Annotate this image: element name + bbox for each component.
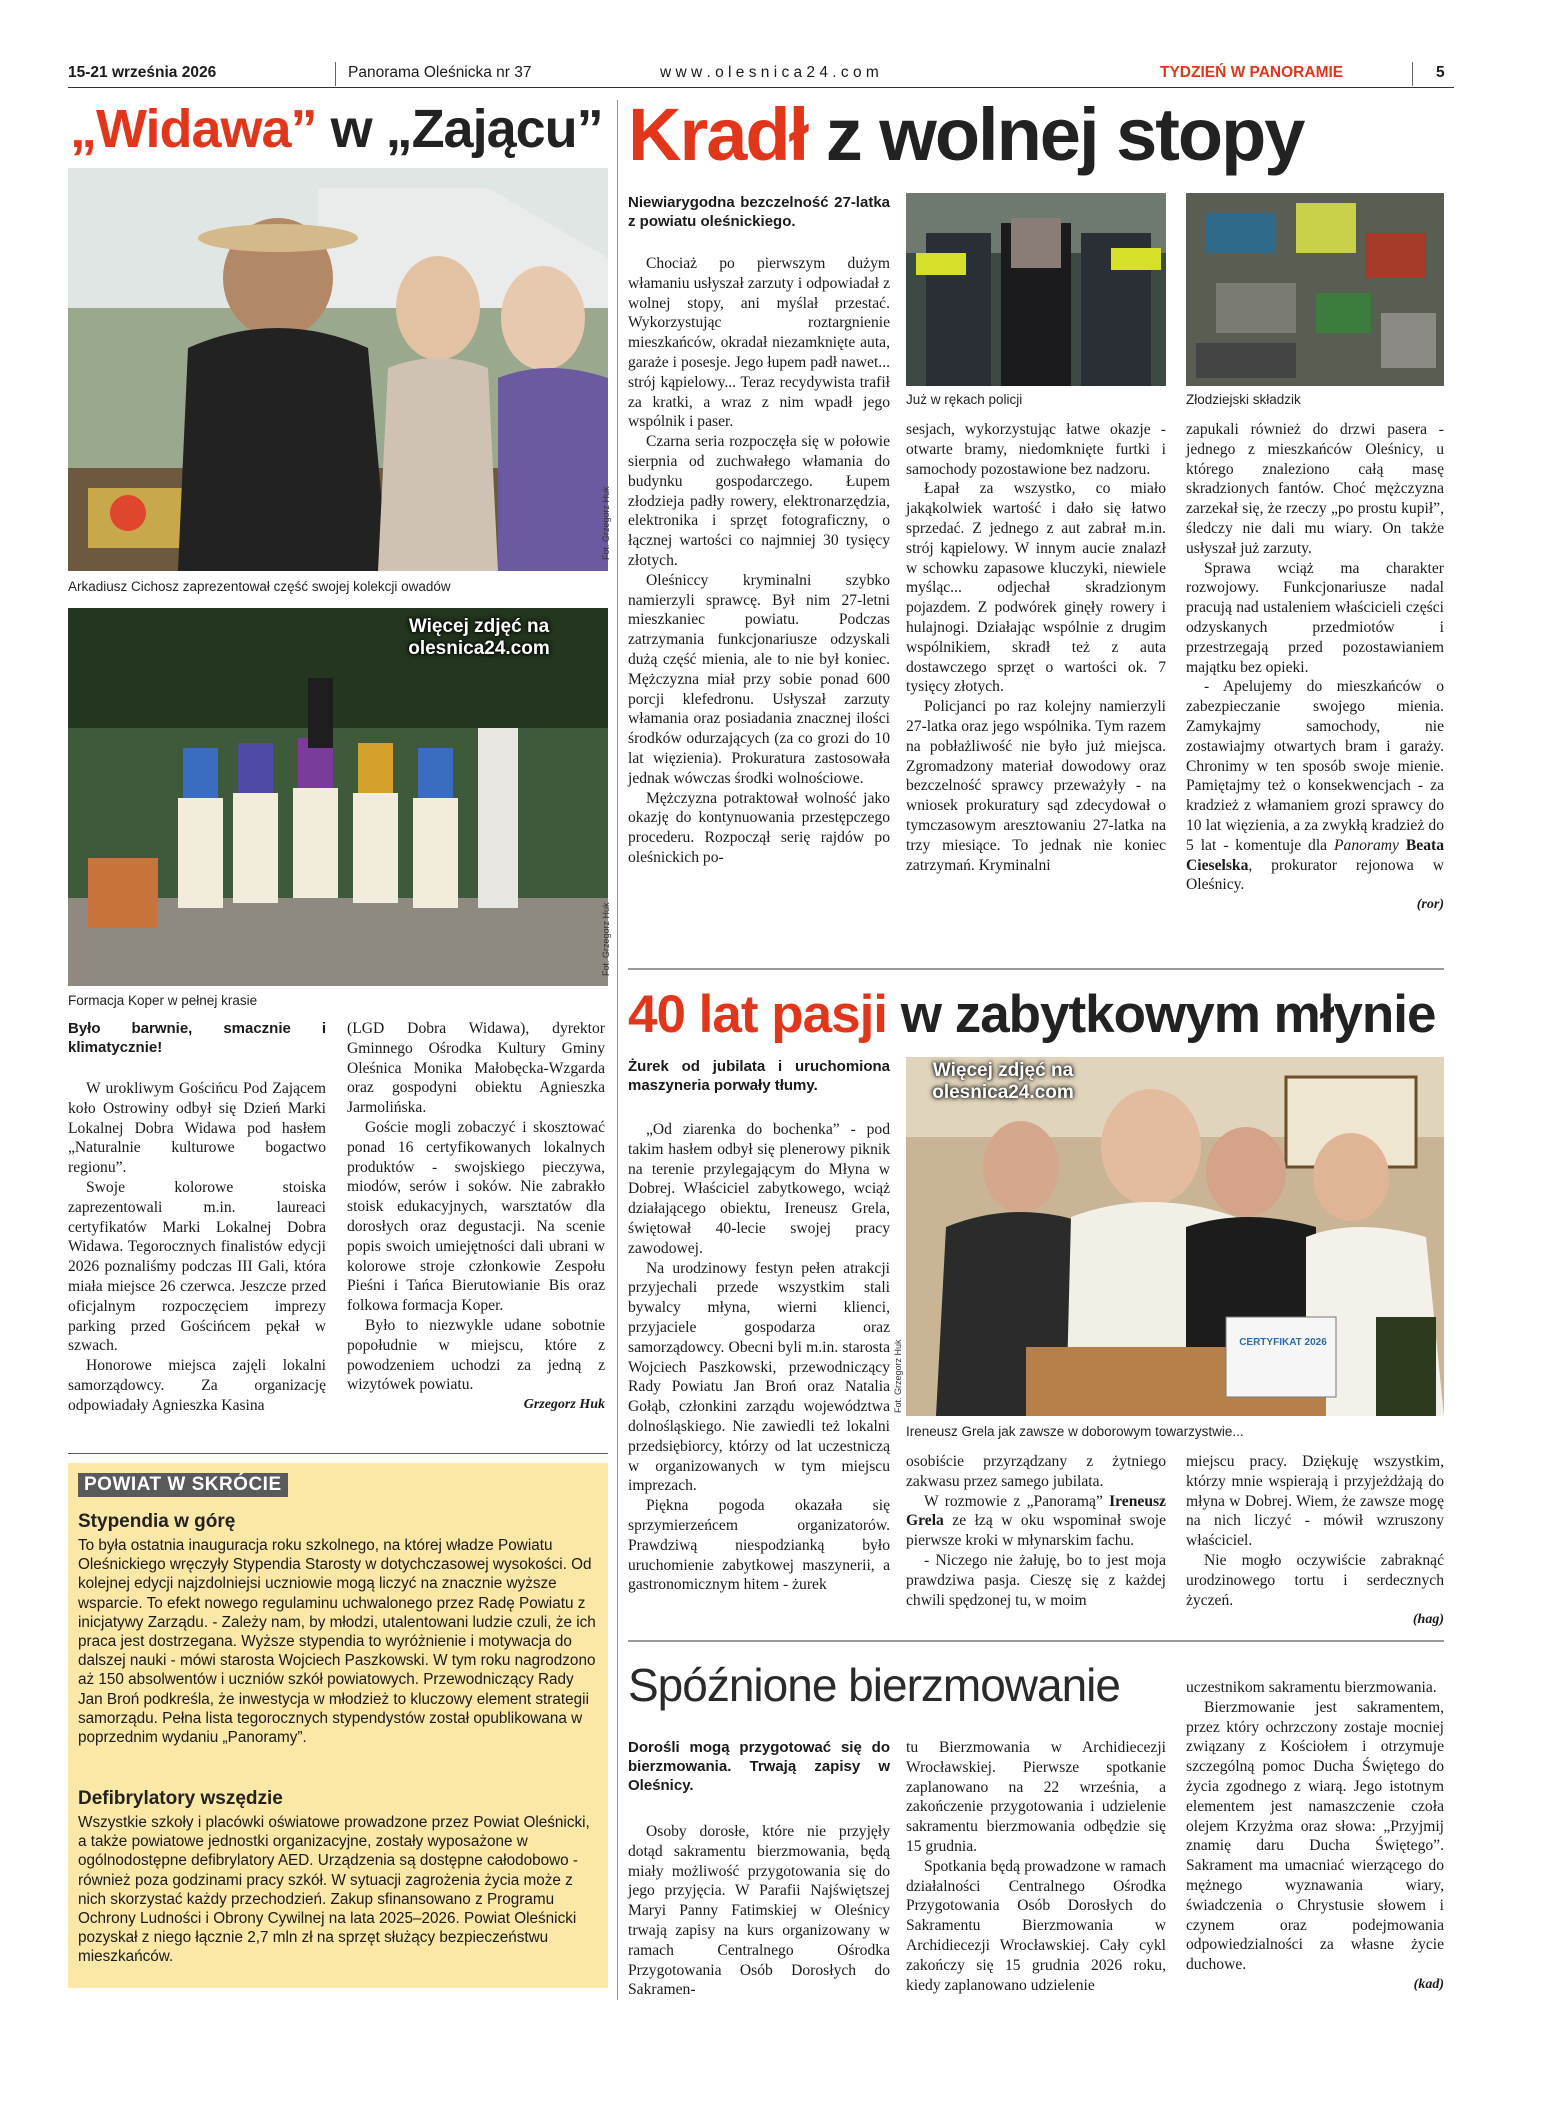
widawa-photo2-caption: Formacja Koper w pełnej krasie: [68, 993, 258, 1008]
powiat-box-title: POWIAT W SKRÓCIE: [78, 1473, 288, 1497]
widawa-lead: Było barwnie, smacznie i klimatycznie!: [68, 1020, 326, 1056]
stolen-goods-photo: [1186, 193, 1444, 386]
powiat-item2-title: Defibrylatory wszędzie: [78, 1788, 283, 1809]
powiat-box: [68, 1463, 608, 1988]
mlyn-lead: Żurek od jubilata i uruchomiona maszyneria porwały tłumy.: [628, 1058, 890, 1094]
bierzmowanie-col1: Osoby dorosłe, które nie przyjęły dotąd sakramentu bierzmowania, będą miały możliwość przygotowania się do jego przyjęcia. W Parafii Najświętszej Maryi Panny Fatimskiej w Oleśnicy trwają zapisy na kurs organizowany w ramach Centralnego Ośrodka Przygotowania Osób Dorosłych do Sakramen-: [628, 1823, 890, 1999]
mlyn-more-photos[interactable]: Więcej zdjęć na olesnica24.com: [932, 1060, 1074, 1103]
bierzmowanie-headline: Spóźnione bierzmowanie: [628, 1659, 1120, 1711]
widawa-headline: [70, 98, 603, 160]
site-url[interactable]: w w w . o l e s n i c a 2 4 . c o m: [660, 64, 879, 81]
certificate-label: CERTYFIKAT 2026: [1239, 1337, 1327, 1348]
widawa-col2: (LGD Dobra Widawa), dyrektor Gminnego Ośrodka Kultury Gminy Oleśnica Monika Małobęcka-Wzgarda oraz gospodyni obiektu Agnieszka Jarmolińska. Goście mogli zobaczyć i skosztować ponad 16 certyfikowanych lokalnych produktów - swojskiego pieczywa, miodów, serów i soków. Nie zabrakło stoisk edukacyjnych, warsztatów dla dorosłych oraz degustacji. Na scenie popis swoich umiejętności dali ubrani w kolorowe stroje członkowie Zespołu Pieśni i Tańca Bierutowianie Bis oraz folkowa formacja Koper. Było to niezwykle udane sobotnie popołudnie w miejscu, które z powodzeniem uchodzi za jedną z wizytówek powiatu. Grzegorz Huk: [347, 1019, 605, 1415]
kradl-headline: [628, 92, 1303, 177]
widawa-photo2-credit: Fot. Grzegorz Huk: [601, 902, 611, 976]
kradl-lead: Niewiarygodna bezczelność 27-latka z powiatu oleśnickiego.: [628, 194, 890, 230]
bierzmowanie-signature: (kad): [1413, 1976, 1444, 1992]
widawa-signature: Grzegorz Huk: [523, 1397, 605, 1413]
mlyn-photo-caption: Ireneusz Grela jak zawsze w doborowym towarzystwie...: [906, 1424, 1244, 1439]
kradl-col1: Chociaż po pierwszym dużym włamaniu usłyszał zarzuty i odpowiadał z wolnej stopy, ani myślał przestać. Wykorzystując roztargnienie mieszkańców, okradał niezamknięte auta, garaże i posesje. Jego łupem padł nawet... strój kąpielowy... Teraz recydywista trafił za kratki, a wraz z nim wpadł jego wspólnik i paser. Czarna seria rozpoczęła się w połowie sierpnia od zuchwałego włamania do budynku gospodarczego. Łupem złodzieja padły rowery, elektronarzędzia, elektronika i sprzęt fotograficzny, o łącznej wartości co najmniej 30 tysięcy złotych. Oleśniccy kryminalni szybko namierzyli sprawcę. Był nim 27-letni mieszkaniec powiatu. Podczas zatrzymania funkcjonariusze odzyskali dużą część mienia, ale to nie był koniec. Mężczyzna miał przy sobie ponad 600 porcji klefedronu. Usłyszał zarzuty włamania oraz posiadania znacznej ilości środków odurzających (za co grozi do 10 lat więzienia). Prokuratura zastosowała jednak wówczas środki wolnościowe. Mężczyzna potraktował wolność jako okazję do kontynuowania przestępczego procederu. Rozpoczął serię rajdów po oleśnickich po-: [628, 255, 890, 866]
mlyn-col2: osobiście przyrządzany z żytniego zakwasu przez samego jubilata. W rozmowie z „Panoramą” Ireneusz Grela ze łzą w oku wspominał swoje pierwsze kroki w młynarskim fachu. - Niczego nie żałuję, bo to jest moja prawdziwa pasja. Cieszę się z każdej chwili spędzonej tu, w moim: [906, 1453, 1166, 1609]
kradl-signature: (ror): [1416, 897, 1444, 913]
page-number: 5: [1436, 64, 1445, 81]
mlyn-col3: miejscu pracy. Dziękuję wszystkim, którzy mnie wspierają i przyjeżdżają do młyna w Dobrej. Wiem, że zawsze mogę na nich liczyć - mówił wzruszony właściciel. Nie mogło oczywiście zabraknąć urodzinowego tortu i serdecznych życzeń. (hag): [1186, 1452, 1444, 1630]
widawa-headline-black: w „Zającu”: [316, 99, 603, 159]
widawa-headline-red: „Widawa”: [70, 99, 317, 159]
mlyn-headline-red: 40 lat pasji: [628, 985, 888, 1044]
kradl-headline-red: Kradł: [628, 93, 808, 176]
mlyn-headline-black: w zabytkowym młynie: [887, 985, 1436, 1044]
kradl-col3: zapukali również do drzwi pasera - jednego z mieszkańców Oleśnicy, u którego znaleziono całą masę skradzionych fantów. Choć mężczyzna zarzekał się, że rzeczy „po prostu kupił”, śledczy nie dali mu wiary. On także usłyszał już zarzuty. Sprawa wciąż ma charakter rozwojowy. Funkcjonariusze nadal pracują nad ustaleniem właścicieli części odzyskanych przedmiotów i przestrzegają przed pozostawianiem majątku bez opieki. - Apelujemy do mieszkańców o zabezpieczanie swojego mienia. Zamykajmy samochody, nie zostawiajmy otwartych bram i garaży. Chronimy w ten sposób swoje mienie. Pamiętajmy też o konsekwencjach - za kradzież z włamaniem grozi sprawcy do 10 lat więzienia, a za zwykłą kradzież do 5 lat - komentuje dla Panoramy Beata Cieselska, prokurator rejonowa w Oleśnicy. (ror): [1186, 420, 1444, 915]
folk-group-photo: [68, 608, 608, 986]
kradl-headline-black: z wolnej stopy: [807, 93, 1304, 176]
issue-number: Panorama Oleśnicka nr 37: [348, 64, 532, 81]
bierzmowanie-col2: tu Bierzmowania w Archidiecezji Wrocławskiej. Pierwsze spotkanie zaplanowano na 22 września, a zakończenie przygotowania i udzielenie sakramentu bierzmowania odbędzie się 15 grudnia. Spotkania będą prowadzone w ramach działalności Centralnego Ośrodka Przygotowania Osób Dorosłych do Sakramentu Bierzmowania w Archidiecezji Wrocławskiej. Cały cykl zakończy się 15 grudnia 2026 roku, kiedy zaplanowano udzielenie: [906, 1739, 1166, 1994]
widawa-col1: W urokliwym Gościńcu Pod Zającem koło Ostrowiny odbył się Dzień Marki Lokalnej Dobra Widawa pod hasłem „Naturalnie kulturowe bogactwo regionu”. Swoje kolorowe stoiska zaprezentowali m.in. laureaci certyfikatów Marki Lokalnej Dobra Widawa. Tegorocznych finalistów edycji 2026 poznaliśmy podczas III Gali, która miała miejsce 26 czerwca. Jeszcze przed oficjalnym rozpoczęciem imprezy parking przed Gościńcem pękał w szwach. Honorowe miejsca zajęli lokalni samorządowcy. Za organizację odpowiadały Agnieszka Kasina: [68, 1080, 326, 1414]
bierzmowanie-lead: Dorośli mogą przygotować się do bierzmowania. Trwają zapisy w Oleśnicy.: [628, 1739, 890, 1794]
widawa-more-photos[interactable]: Więcej zdjęć na olesnica24.com: [408, 616, 550, 659]
mlyn-signature: (hag): [1412, 1612, 1444, 1628]
powiat-item1-text: To była ostatnia inauguracja roku szkolnego, na której władze Powiatu Oleśnickiego wręczyły Stypendia Starosty w dotychczasowej wysokości. Od kolejnej edycji najzdolniejsi uczniowie mogą liczyć na znacznie wyższe wsparcie. To efekt nowego regulaminu uchwalonego przez Radę Powiatu z inicjatywy Zarządu. - Zależy nam, by młodzi, utalentowani ludzie czuli, że ich praca jest dostrzegana. Wyższe stypendia to wyróżnienie i motywacja do dalszej nauki - mówi starosta Wojciech Paszkowski. W tym roku nagrodzono aż 150 absolwentów i uczniów szkół powiatowych. Przewodniczący Rady Jan Broń podkreśla, że inwestycja w młodzież to kluczowy element strategii samorządu. Pełna lista tegorocznych stypendystów został opublikowana w poprzednim wydaniu „Panoramy”.: [78, 1537, 596, 1747]
powiat-item2-text: Wszystkie szkoły i placówki oświatowe prowadzone przez Powiat Oleśnicki, a także powiatowe jednostki organizacyjne, zostały wyposażone w ogólnodostępne defibrylatory AED. Urządzenia są dostępne całodobowo - również poza godzinami pracy szkół. W sytuacji zagrożenia życia może z nich skorzystać każdy przechodzień. Zakup sfinansowano z Programu Ochrony Ludności i Obrony Cywilnej na lata 2025–2026. Powiat Oleśnicki pozyskał z niego łącznie 2,7 mln zł na sprzęt służący bezpieczeństwu mieszkańców.: [78, 1814, 590, 1966]
widawa-photo1-caption: Arkadiusz Cichosz zaprezentował część swojej kolekcji owadów: [68, 579, 451, 594]
issue-date: 15-21 września 2026: [68, 64, 217, 81]
insect-collection-photo: [68, 168, 608, 571]
kradl-photo2-caption: Złodziejski składzik: [1186, 392, 1301, 407]
widawa-photo1-credit: Fot. Grzegorz Huk: [601, 486, 611, 560]
mlyn-headline: [628, 984, 1436, 1045]
mlyn-col1: „Od ziarenka do bochenka” - pod takim hasłem odbył się plenerowy piknik na terenie przylegającym do Młyna w Dobrej. Właściciel zabytkowego, wciąż działającego obiektu, Ireneusz Grela, świętował 40-lecie swojej pracy zawodowej. Na urodzinowy festyn pełen atrakcji przyjechali przede wszystkim stali bywalcy młyna, wierni klienci, przyjaciele gospodarza oraz samorządowcy. Obecni byli m.in. starosta Wojciech Paszkowski, przewodniczący Rady Powiatu Jan Broń oraz Natalia Gołąb, członkini zarządu województwa dolnośląskiego. Nie zawiedli też lokalni przedsiębiorcy, którzy od lat uczestniczą w organizowanych w tym miejscu imprezach. Piękna pogoda okazała się sprzymierzeńcem organizatorów. Prawdziwą niespodzianką było uruchomienie zabytkowej maszynerii, a gastronomicznym hitem - żurek: [628, 1121, 890, 1594]
powiat-item1-title: Stypendia w górę: [78, 1511, 236, 1532]
kradl-col2: sesjach, wykorzystując łatwe okazje - otwarte bramy, niedomknięte furtki i samochody pozostawione bez nadzoru. Łapał za wszystko, co miało jakąkolwiek wartość i dało się łatwo sprzedać. Z jednego z aut zabrał m.in. strój kąpielowy. W innym aucie znalazł w schowku zapasowe kluczyki, niewiele myśląc... odjechał skradzionym pojazdem. Z podwórek ginęły rowery i hulajnogi. Działając wspólnie z drugim wspólnikiem, skradł też z auta dostawczego sprzęt o wartości ok. 7 tysięcy złotych. Policjanci po raz kolejny namierzyli 27-latka oraz jego wspólnika. Tym razem na pobłażliwość nie było już miejsca. Zgromadzony materiał dowodowy oraz bezczelność sprawcy przeważyły - na wniosek prokuratury sąd zdecydował o tymczasowym aresztowaniu 27-latka na trzy miesiące. To jednak nie koniec zatrzymań. Kryminalni: [906, 421, 1166, 874]
mlyn-photo-credit: Fot. Grzegorz Huk: [893, 1339, 903, 1413]
police-arrest-photo: [906, 193, 1166, 386]
section-name: TYDZIEŃ W PANORAMIE: [1160, 64, 1344, 81]
bierzmowanie-col3: uczestnikom sakramentu bierzmowania. Bierzmowanie jest sakramentem, przez który ochrzczony zostaje mocniej związany z Kościołem i otrzymuje szczególną pomoc Ducha Świętego do życia zgodnego z wiarą. Jego istotnym elementem jest namaszczenie czoła olejem Krzyżma oraz słowa: „Przyjmij znamię daru Ducha Świętego”. Sakrament ma umacniać wierzącego do mężnego wyznawania wiary, świadczenia o Chrystusie słowem i czynem oraz podejmowania odpowiedzialności za własne życie duchowe. (kad): [1186, 1678, 1444, 1995]
jubilee-photo: [906, 1057, 1444, 1416]
kradl-photo1-caption: Już w rękach policji: [906, 392, 1023, 407]
